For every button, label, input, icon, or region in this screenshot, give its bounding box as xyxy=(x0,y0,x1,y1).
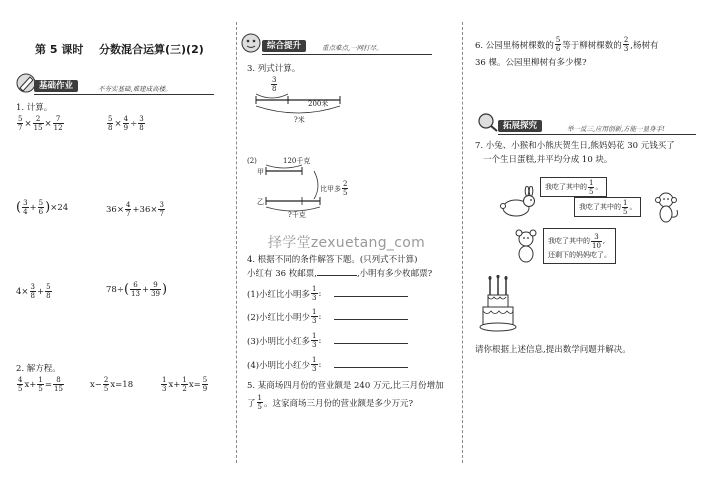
bear-speech-bubble: 我吃了其中的 $\frac{3}{10}$ , 还剩下的妈妈吃了。 xyxy=(543,228,616,264)
diagram-1-bottom-label: ?米 xyxy=(294,116,305,124)
fraction: $\frac{1}{2}$ xyxy=(182,376,187,393)
column-divider-right xyxy=(462,22,463,463)
page-title: 分数混合运算(三)(2) xyxy=(99,43,204,56)
question-4-option-1: (1)小红比小明多 $\frac{1}{3}$ : xyxy=(247,285,322,302)
fraction: $\frac{5}{6}$ xyxy=(38,199,44,216)
fraction: $\frac{1}{3}$ xyxy=(162,376,167,393)
bear-illustration xyxy=(510,228,542,264)
diagram-2-compare: 比甲多 $\frac{2}{5}$ xyxy=(320,180,348,197)
equation-2: x− $\frac{2}{5}$ x=18 xyxy=(90,376,134,393)
answer-line[interactable] xyxy=(334,319,408,320)
fraction: $\frac{5}{8}$ xyxy=(108,115,113,132)
fraction: $\frac{5}{9}$ xyxy=(202,376,208,393)
monkey-illustration xyxy=(651,190,681,224)
question-7-line-2: 一个生日蛋糕,并平均分成 10 块。 xyxy=(483,155,613,165)
fraction: $\frac{2}{5}$ xyxy=(103,376,109,393)
question-4-option-4: (4)小明比小红少 $\frac{1}{3}$ : xyxy=(247,356,322,373)
fraction: $\frac{2}{15}$ xyxy=(33,115,43,132)
diagram-1-fraction: $\frac{3}{8}$ xyxy=(272,76,277,93)
calc-expression-5: 4× $\frac{3}{8}$ + $\frac{5}{8}$ xyxy=(16,283,51,300)
question-2-label: 2. 解方程。 xyxy=(16,364,61,374)
mascot-icon xyxy=(240,32,262,54)
fraction: $\frac{5}{8}$ xyxy=(46,283,51,300)
fraction: $\frac{3}{8}$ xyxy=(139,115,144,132)
fraction: $\frac{3}{7}$ xyxy=(159,201,164,218)
fraction: $\frac{4}{9}$ xyxy=(123,115,129,132)
monkey-speech-bubble: 我吃了其中的 $\frac{1}{5}$ 。 xyxy=(574,197,641,217)
equation-3: $\frac{1}{3}$ x+ $\frac{1}{2}$ x= $\frac{5}{9}$ xyxy=(162,376,208,393)
extension-section-note: 举一反三,应用创新,方能一显身手! xyxy=(567,125,665,133)
calc-expression-2: $\frac{5}{8}$ × $\frac{4}{9}$ ÷ $\frac{3}{8}$ xyxy=(108,115,144,132)
diagram-2-row-1: 甲 xyxy=(257,168,264,176)
section-rule xyxy=(262,54,432,55)
calc-expression-1: $\frac{5}{7}$ × $\frac{2}{15}$ × $\frac{7}{12}$ xyxy=(18,115,63,132)
calc-expression-6: 78÷ ( $\frac{6}{13}$ + $\frac{9}{39}$ ) xyxy=(106,281,168,298)
diagram-2-label: (2) xyxy=(247,157,257,165)
comprehensive-section-note: 重点难点,一网打尽。 xyxy=(322,44,383,52)
basic-section-note: 不夯实基础,难建成高楼。 xyxy=(98,85,172,93)
watermark: 择学堂zexuetang_com xyxy=(268,235,426,251)
column-divider-left xyxy=(236,22,237,463)
answer-line[interactable] xyxy=(334,367,408,368)
fraction: $\frac{5}{7}$ xyxy=(18,115,23,132)
question-4-line-2: 小红有 36 枚邮票, ,小明有多少枚邮票? xyxy=(247,269,433,279)
section-rule xyxy=(498,134,696,135)
comprehensive-section-label: 综合提升 xyxy=(262,40,306,52)
question-5-line-1: 5. 某商场四月份的营业额是 240 万元,比三月份增加 xyxy=(247,381,444,391)
fraction: $\frac{4}{5}$ xyxy=(18,376,23,393)
rabbit-illustration xyxy=(496,186,538,218)
question-5-line-2: 了 $\frac{1}{5}$ 。这家商场三月份的营业额是多少万元? xyxy=(247,394,414,411)
section-rule xyxy=(34,94,214,95)
question-4-line-1: 4. 根据不同的条件解答下题。(只列式不计算) xyxy=(247,255,418,265)
fraction: $\frac{6}{13}$ xyxy=(131,281,140,298)
calc-expression-4: 36× $\frac{4}{7}$ +36× $\frac{3}{7}$ xyxy=(106,201,164,218)
question-7-line-1: 7. 小兔、小猴和小熊庆贺生日,熊妈妈花 30 元钱买了 xyxy=(475,141,675,151)
closing-instruction: 请你根据上述信息,提出数学问题并解决。 xyxy=(475,345,631,355)
fraction: $\frac{4}{7}$ xyxy=(125,201,131,218)
question-6-line-1: 6. 公园里杨树棵数的 $\frac{5}{6}$ 等于柳树棵数的 $\frac{2}{3}$ ,杨树有 xyxy=(475,36,659,53)
fraction: $\frac{8}{15}$ xyxy=(53,376,63,393)
basic-section-label: 基础作业 xyxy=(34,80,78,92)
birthday-cake-illustration xyxy=(478,275,518,335)
diagram-1-top-label: 200米 xyxy=(308,100,329,108)
answer-line[interactable] xyxy=(334,343,408,344)
diagram-2-bottom-label: ?千克 xyxy=(288,211,306,219)
question-4-option-2: (2)小红比小明少 $\frac{1}{3}$ : xyxy=(247,308,322,325)
extension-section-label: 拓展探究 xyxy=(498,120,542,132)
calc-expression-3: ( $\frac{3}{4}$ + $\frac{5}{6}$ ) ×24 xyxy=(16,199,69,216)
question-4-option-3: (3)小明比小红多 $\frac{1}{3}$ : xyxy=(247,332,322,349)
question-3-label: 3. 列式计算。 xyxy=(247,64,301,74)
fraction: $\frac{9}{39}$ xyxy=(151,281,160,298)
magnifier-icon xyxy=(476,111,500,133)
rabbit-speech-bubble: 我吃了其中的 $\frac{1}{5}$ 。 xyxy=(540,177,607,197)
question-1-label: 1. 计算。 xyxy=(16,103,53,113)
diagram-2-top-label: 120千克 xyxy=(283,157,311,165)
answer-line[interactable] xyxy=(334,296,408,297)
fraction: $\frac{1}{5}$ xyxy=(38,376,43,393)
question-6-line-2: 36 棵。公园里柳树有多少棵? xyxy=(475,58,587,68)
diagram-2-row-2: 乙 xyxy=(257,198,264,206)
fraction: $\frac{7}{12}$ xyxy=(53,115,63,132)
equation-1: $\frac{4}{5}$ x+ $\frac{1}{5}$ = $\frac{8}{15}$ xyxy=(18,376,63,393)
fraction: $\frac{3}{4}$ xyxy=(23,199,28,216)
fraction: $\frac{3}{8}$ xyxy=(30,283,35,300)
lesson-number: 第 5 课时 xyxy=(35,43,84,56)
